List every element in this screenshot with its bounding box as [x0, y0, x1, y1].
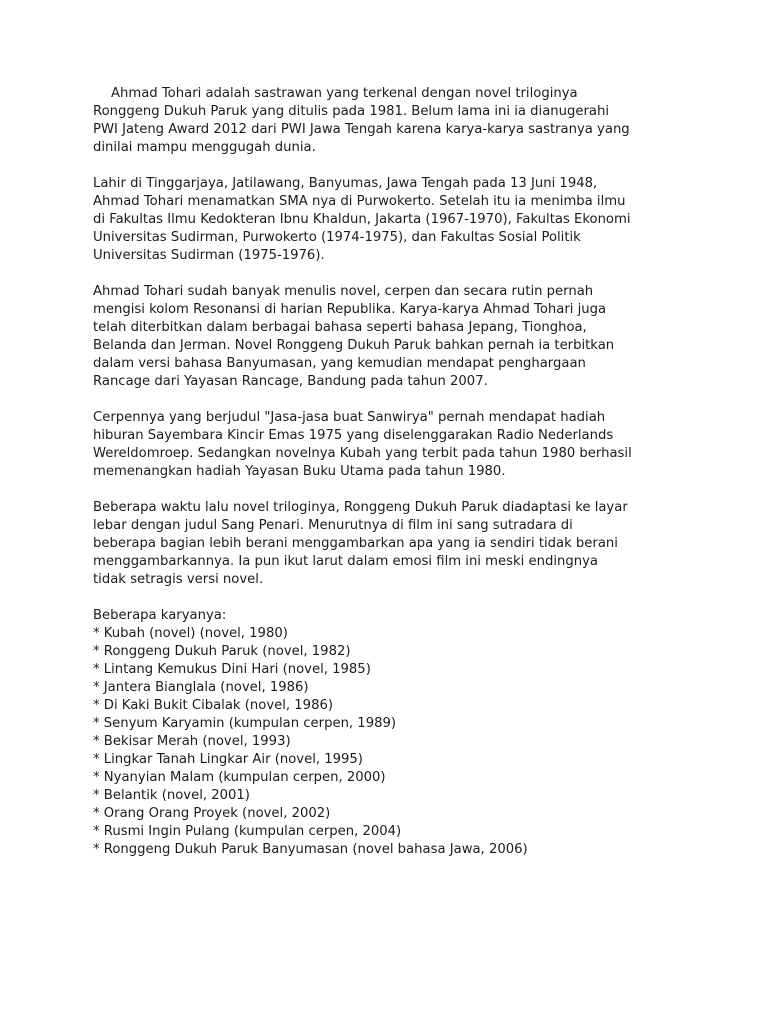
list-item: * Jantera Bianglala (novel, 1986) — [93, 680, 309, 695]
paragraph-film — [93, 499, 693, 589]
paragraph-awards — [93, 409, 693, 481]
paragraph-line: Cerpennya yang berjudul "Jasa-jasa buat Sanwirya" pernah mendapat hadiah — [93, 410, 606, 425]
list-item: * Senyum Karyamin (kumpulan cerpen, 1989) — [93, 716, 397, 731]
list-item: * Ronggeng Dukuh Paruk Banyumasan (novel bahasa Jawa, 2006) — [93, 842, 528, 857]
paragraph-line: mengisi kolom Resonansi di harian Republika. Karya-karya Ahmad Tohari juga — [93, 302, 607, 317]
paragraph-line: Universitas Sudirman (1975-1976). — [93, 248, 325, 263]
paragraph-line: lebar dengan judul Sang Penari. Menurutnya di film ini sang sutradara di — [93, 518, 573, 533]
paragraph-line: Ahmad Tohari sudah banyak menulis novel, cerpen dan secara rutin pernah — [93, 284, 594, 299]
paragraph-line: di Fakultas Ilmu Kedokteran Ibnu Khaldun, Jakarta (1967-1970), Fakultas Ekonomi — [93, 212, 631, 227]
paragraph-line: Ronggeng Dukuh Paruk yang ditulis pada 1981. Belum lama ini ia dianugerahi — [93, 104, 610, 119]
paragraph-biography — [93, 175, 693, 265]
paragraph-line: menggambarkannya. Ia pun ikut larut dalam emosi film ini meski endingnya — [93, 554, 598, 569]
paragraph-line: Universitas Sudirman, Purwokerto (1974-1975), dan Fakultas Sosial Politik — [93, 230, 581, 245]
paragraph-line: beberapa bagian lebih berani menggambarkan apa yang ia sendiri tidak berani — [93, 536, 618, 551]
paragraph-line: Rancage dari Yayasan Rancage, Bandung pada tahun 2007. — [93, 374, 488, 389]
paragraph-line: telah diterbitkan dalam berbagai bahasa seperti bahasa Jepang, Tionghoa, — [93, 320, 587, 335]
list-item: * Rusmi Ingin Pulang (kumpulan cerpen, 2004) — [93, 824, 402, 839]
paragraph-line: Belanda dan Jerman. Novel Ronggeng Dukuh Paruk bahkan pernah ia terbitkan — [93, 338, 615, 353]
list-item: * Bekisar Merah (novel, 1993) — [93, 734, 291, 749]
list-item: * Kubah (novel) (novel, 1980) — [93, 626, 288, 641]
list-item: * Nyanyian Malam (kumpulan cerpen, 2000) — [93, 770, 386, 785]
paragraph-intro — [93, 85, 693, 157]
list-item: * Di Kaki Bukit Cibalak (novel, 1986) — [93, 698, 333, 713]
paragraph-line: tidak setragis versi novel. — [93, 572, 264, 587]
works-list — [93, 625, 693, 859]
works-section — [93, 607, 693, 859]
paragraph-line: PWI Jateng Award 2012 dari PWI Jawa Tengah karena karya-karya sastranya yang — [93, 122, 630, 137]
list-item: * Belantik (novel, 2001) — [93, 788, 250, 803]
paragraph-line: Wereldomroep. Sedangkan novelnya Kubah yang terbit pada tahun 1980 berhasil — [93, 446, 632, 461]
paragraph-line: memenangkan hadiah Yayasan Buku Utama pada tahun 1980. — [93, 464, 506, 479]
document-page — [93, 85, 693, 859]
works-title: Beberapa karyanya: — [93, 608, 227, 623]
paragraph-line: Ahmad Tohari menamatkan SMA nya di Purwokerto. Setelah itu ia menimba ilmu — [93, 194, 626, 209]
paragraph-line: Ahmad Tohari adalah sastrawan yang terkenal dengan novel triloginya — [111, 86, 578, 101]
paragraph-line: hiburan Sayembara Kincir Emas 1975 yang diselenggarakan Radio Nederlands — [93, 428, 614, 443]
paragraph-line: dalam versi bahasa Banyumasan, yang kemudian mendapat penghargaan — [93, 356, 586, 371]
paragraph-line: dinilai mampu menggugah dunia. — [93, 140, 316, 155]
paragraph-line: Beberapa waktu lalu novel triloginya, Ronggeng Dukuh Paruk diadaptasi ke layar — [93, 500, 628, 515]
paragraph-writing — [93, 283, 693, 391]
list-item: * Lintang Kemukus Dini Hari (novel, 1985) — [93, 662, 371, 677]
list-item: * Ronggeng Dukuh Paruk (novel, 1982) — [93, 644, 351, 659]
list-item: * Orang Orang Proyek (novel, 2002) — [93, 806, 331, 821]
list-item: * Lingkar Tanah Lingkar Air (novel, 1995) — [93, 752, 363, 767]
paragraph-line: Lahir di Tinggarjaya, Jatilawang, Banyumas, Jawa Tengah pada 13 Juni 1948, — [93, 176, 598, 191]
